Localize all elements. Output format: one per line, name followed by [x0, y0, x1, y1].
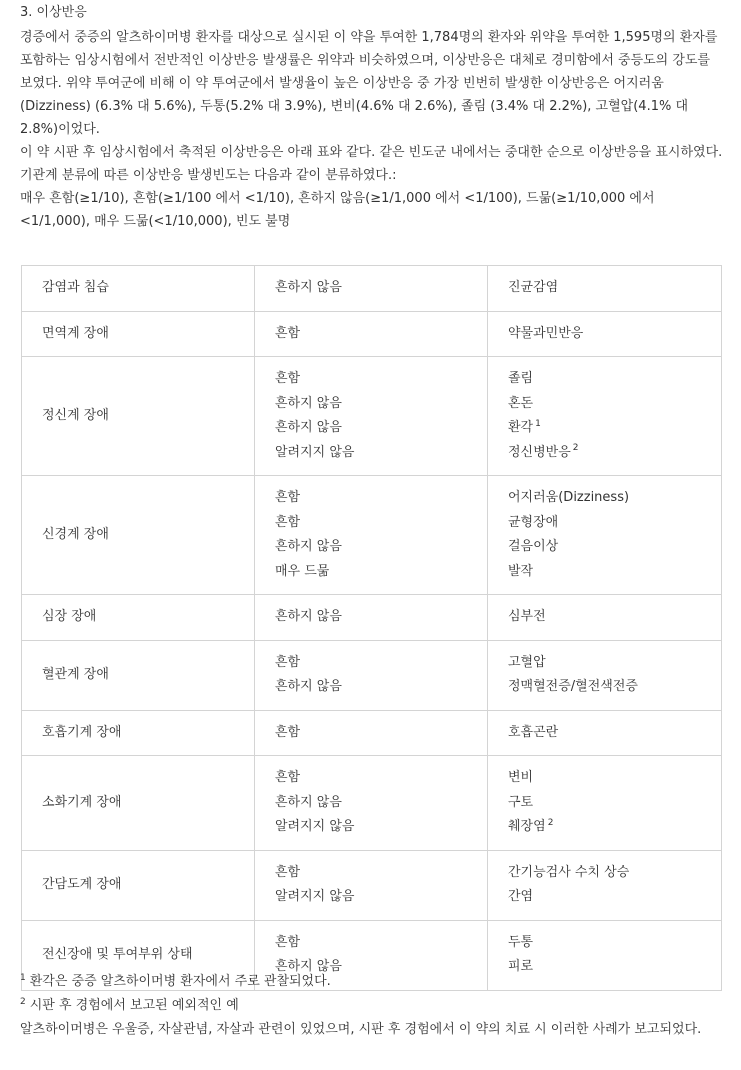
reaction-item [508, 511, 721, 536]
table-row [22, 710, 722, 756]
table-row [22, 850, 722, 920]
footnote-text: 환각은 중증 알츠하이머병 환자에서 주로 관찰되었다. [29, 974, 331, 989]
reaction-name: 췌장염 [508, 819, 546, 834]
reaction-item [508, 367, 721, 392]
organ-class-cell: 소화기계 장애 [22, 756, 255, 851]
reaction-name: 어지러움(Dizziness) [508, 490, 630, 505]
reaction-name: 걸음이상 [508, 539, 559, 554]
reaction-item [508, 392, 721, 417]
reaction-item [508, 605, 721, 630]
reaction-cell [488, 311, 722, 357]
frequency-value: 흔함 [275, 724, 301, 740]
reaction-item [508, 791, 721, 816]
reaction-item [508, 535, 721, 560]
table-body [22, 266, 722, 991]
reaction-cell [488, 595, 722, 641]
footnote-number: 1 [20, 972, 26, 983]
frequency-cell [255, 476, 488, 595]
frequency-cell [255, 756, 488, 851]
table-row [22, 756, 722, 851]
reaction-item [508, 721, 721, 746]
frequency-value: 흔하지 않음 [275, 609, 342, 624]
frequency-cell [255, 640, 488, 710]
frequency-value: 흔함 [275, 770, 301, 785]
reaction-item [508, 486, 721, 511]
intro-text [20, 26, 724, 233]
reaction-name: 피로 [508, 959, 534, 974]
reaction-name: 정맥혈전증/혈전색전증 [508, 679, 638, 694]
reaction-name: 환각 [508, 420, 534, 435]
reaction-cell [488, 476, 722, 595]
intro-paragraph: 경증에서 중증의 알츠하이머병 환자를 대상으로 실시된 이 약을 투여한 1,784명의 환자와 위약을 투여한 1,595명의 환자를 포함하는 임상시험에서 전반적인 이상반응 발생률은 위약과 비슷하였으며, 이상반응은 대체로 경미함에서 중등도의 강도를 보였다. 위약 투여군에 비해 이 약 투여군에서 발생율이 높은 이상반응 중 가장 빈번히 발생한 이상반응은 어지러움 (Dizziness) (6.3% 대 5.6%), 두통(5.2% 대 3.9%), 변비(4.6% 대 2.6%), 졸림 (3.4% 대 2.2%), 고혈압(4.1% 대 2.8%)이었다. [20, 30, 718, 137]
reaction-item [508, 766, 721, 791]
reaction-item [508, 861, 721, 886]
reaction-item [508, 276, 721, 301]
table-row [22, 595, 722, 641]
organ-class-cell: 호흡기계 장애 [22, 710, 255, 756]
reaction-name: 진균감염 [508, 280, 559, 295]
reaction-cell [488, 640, 722, 710]
frequency-cell [255, 595, 488, 641]
reaction-item [508, 322, 721, 347]
frequency-value: 흔함 [275, 514, 301, 530]
table-row [22, 476, 722, 595]
reaction-item [508, 675, 721, 700]
organ-class-cell: 정신계 장애 [22, 357, 255, 476]
reaction-name: 간염 [508, 889, 534, 904]
reaction-item [508, 931, 721, 956]
table-row [22, 357, 722, 476]
footnote-text: 알츠하이머병은 우울증, 자살관념, 자살과 관련이 있었으며, 시판 후 경험에서 이 약의 치료 시 이러한 사례가 보고되었다. [20, 1022, 702, 1037]
organ-class-cell: 신경계 장애 [22, 476, 255, 595]
footnote-marker: 2 [572, 443, 579, 454]
table-row [22, 640, 722, 710]
frequency-definitions: 매우 흔함(≥1/10), 흔함(≥1/100 에서 <1/10), 흔하지 않음(≥1/1,000 에서 <1/100), 드묾(≥1/10,000 에서 <1/1,000), 매우 드묾(<1/10,000), 빈도 불명 [20, 191, 655, 229]
footnote [20, 1018, 724, 1042]
footnotes [20, 970, 724, 1042]
reaction-name: 고혈압 [508, 654, 546, 670]
organ-class-cell: 전신장애 및 투여부위 상태 [22, 920, 255, 990]
frequency-cell [255, 311, 488, 357]
reaction-cell [488, 756, 722, 851]
reaction-name: 정신병반응 [508, 444, 571, 460]
reaction-name: 혼돈 [508, 395, 534, 411]
organ-class-cell: 면역계 장애 [22, 311, 255, 357]
frequency-value: 흔하지 않음 [275, 420, 342, 435]
reaction-name: 구토 [508, 794, 534, 810]
reaction-name: 졸림 [508, 371, 534, 386]
reaction-name: 호흡곤란 [508, 724, 559, 740]
frequency-value: 알려지지 않음 [275, 444, 355, 460]
footnote-marker: 2 [547, 817, 554, 828]
reaction-item [508, 885, 721, 910]
table-row [22, 311, 722, 357]
reaction-cell [488, 357, 722, 476]
frequency-value: 흔함 [275, 325, 301, 341]
reaction-name: 두통 [508, 934, 534, 950]
table-row [22, 266, 722, 312]
organ-class-cell: 심장 장애 [22, 595, 255, 641]
frequency-value: 흔함 [275, 371, 301, 386]
footnote-text: 시판 후 경험에서 보고된 예외적인 예 [29, 998, 239, 1013]
reaction-name: 균형장애 [508, 514, 559, 530]
frequency-value: 흔함 [275, 654, 301, 670]
footnote-marker: 1 [535, 418, 541, 429]
footnote [20, 970, 724, 994]
frequency-cell [255, 266, 488, 312]
reaction-item [508, 651, 721, 676]
frequency-value: 알려지지 않음 [275, 819, 355, 834]
reaction-name: 약물과민반응 [508, 325, 584, 341]
reaction-name: 발작 [508, 563, 534, 579]
section-title: 3. 이상반응 [20, 5, 87, 20]
frequency-value: 흔하지 않음 [275, 794, 342, 810]
frequency-value: 알려지지 않음 [275, 889, 355, 904]
organ-class-cell: 간담도계 장애 [22, 850, 255, 920]
frequency-value: 흔하지 않음 [275, 539, 342, 554]
frequency-value: 흔하지 않음 [275, 280, 342, 295]
frequency-value: 흔하지 않음 [275, 959, 342, 974]
reaction-cell [488, 710, 722, 756]
footnote-number: 2 [20, 996, 26, 1007]
reaction-item [508, 815, 721, 840]
frequency-cell [255, 850, 488, 920]
intro-paragraph: 이 약 시판 후 임상시험에서 축적된 이상반응은 아래 표와 같다. 같은 빈도군 내에서는 중대한 순으로 이상반응을 표시하였다. 기관계 분류에 따른 이상반응 발생빈도는 다음과 같이 분류하였다.: [20, 145, 723, 183]
frequency-value: 흔함 [275, 864, 301, 880]
frequency-value: 흔함 [275, 934, 301, 950]
reaction-item [508, 560, 721, 585]
frequency-value: 흔함 [275, 490, 301, 505]
frequency-value: 흔하지 않음 [275, 679, 342, 694]
frequency-value: 매우 드묾 [275, 563, 330, 579]
organ-class-cell: 혈관계 장애 [22, 640, 255, 710]
reaction-cell [488, 266, 722, 312]
reaction-cell [488, 850, 722, 920]
reaction-item [508, 441, 721, 466]
frequency-value: 흔하지 않음 [275, 395, 342, 411]
frequency-cell [255, 710, 488, 756]
footnote [20, 994, 724, 1018]
frequency-cell [255, 357, 488, 476]
adverse-reactions-table [21, 265, 722, 991]
reaction-item [508, 416, 721, 441]
reaction-name: 간기능검사 수치 상승 [508, 864, 630, 880]
reaction-name: 변비 [508, 770, 534, 785]
organ-class-cell: 감염과 침습 [22, 266, 255, 312]
reaction-name: 심부전 [508, 609, 546, 624]
